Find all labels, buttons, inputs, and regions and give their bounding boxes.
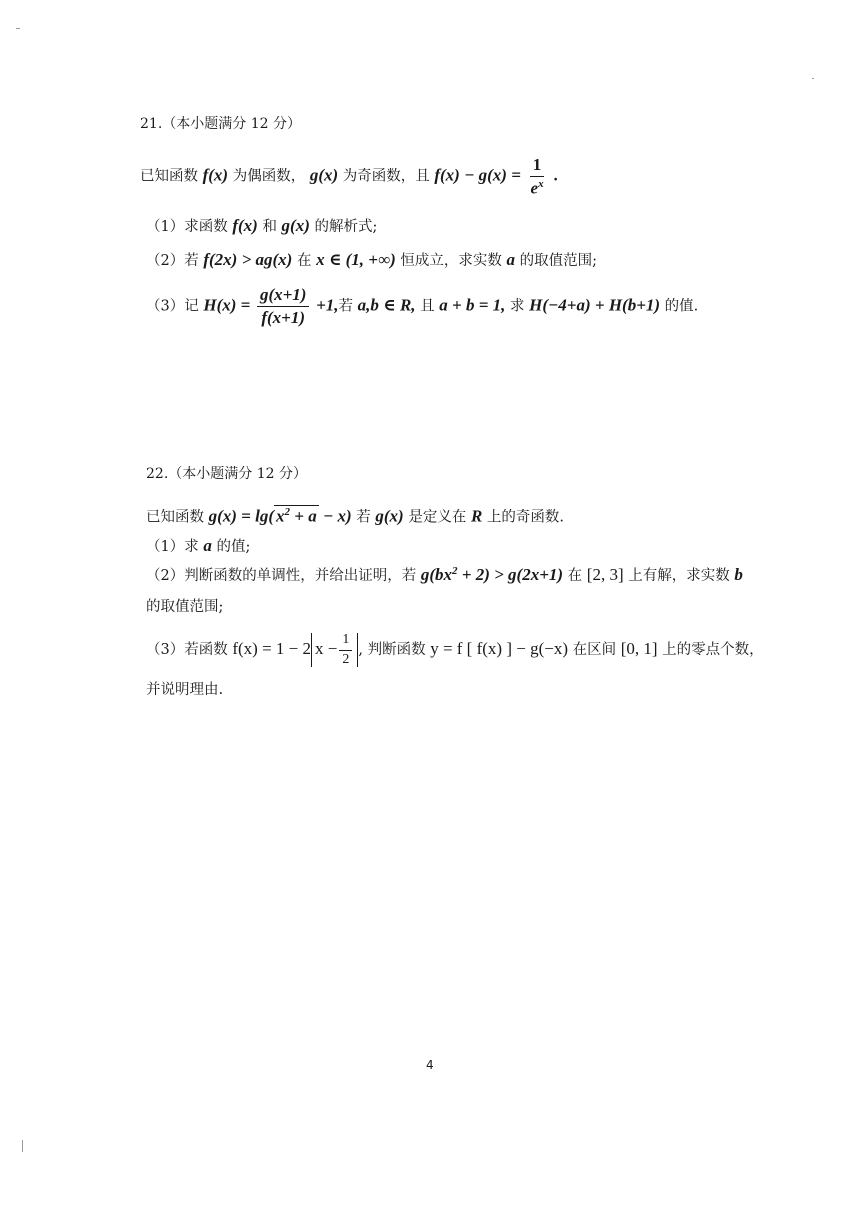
page-number: 4 xyxy=(426,1058,434,1072)
scan-speck xyxy=(16,28,20,29)
question-22-part-2: （2）判断函数的单调性，并给出证明，若 $g(bx^2 + 2) > g(2x+1)$ 在 [2, 3] 上有解，求实数 b xyxy=(146,565,743,584)
question-21-part-2: （2）若 f(2x) > ag(x) 在 x ∈ (1, +∞) 恒成立，求实数 a 的取值范围; xyxy=(146,250,597,269)
scan-speck xyxy=(22,1140,23,1152)
sqrt-expression: $x^2 + a$ xyxy=(276,506,317,526)
question-22-part-1: （1）求 a 的值; xyxy=(146,536,251,555)
question-22-intro: 已知函数 g(x) = lg( $x^2 + a - x$) 若 g(x) 是定义在 R 上的奇函数. xyxy=(146,506,564,526)
scan-speck xyxy=(812,78,814,79)
question-22-part-2-continued: 的取值范围; xyxy=(146,599,224,615)
question-22-header: 22.（本小题满分 12 分） xyxy=(146,466,307,482)
fraction-1-over-ex: $\frac{1}{e^x}$ xyxy=(530,155,544,198)
question-22-part-3-continued: 并说明理由. xyxy=(146,682,224,698)
question-22-part-3: （3）若函数 f(x) = 1 − 2 x − $\frac{1}{2}$ , 判断函数 y = f [ f(x) ] − g(−x) 在区间 [0, 1] 上的零点个数， xyxy=(146,632,764,667)
fraction-g-over-f: $\frac{g(x+1)}{f(x+1)}$ xyxy=(257,286,310,327)
absolute-value-expression: x − $\frac{1}{2}$ xyxy=(311,633,358,667)
question-21-intro: 已知函数 f(x) 为偶函数， g(x) 为奇函数，且 f(x) − g(x) = $\frac{1}{e^x}$ . xyxy=(140,155,559,198)
question-21-header: 21.（本小题满分 12 分） xyxy=(140,116,301,132)
question-21-part-1: （1）求函数 f(x) 和 g(x) 的解析式; xyxy=(146,216,378,235)
question-21-part-3: （3）记 H(x) = $\frac{g(x+1)}{f(x+1)}$ +1,若 a,b ∈ R, 且 a + b = 1, 求 H(−4+a) + H(b+1) 的值. xyxy=(146,285,699,327)
